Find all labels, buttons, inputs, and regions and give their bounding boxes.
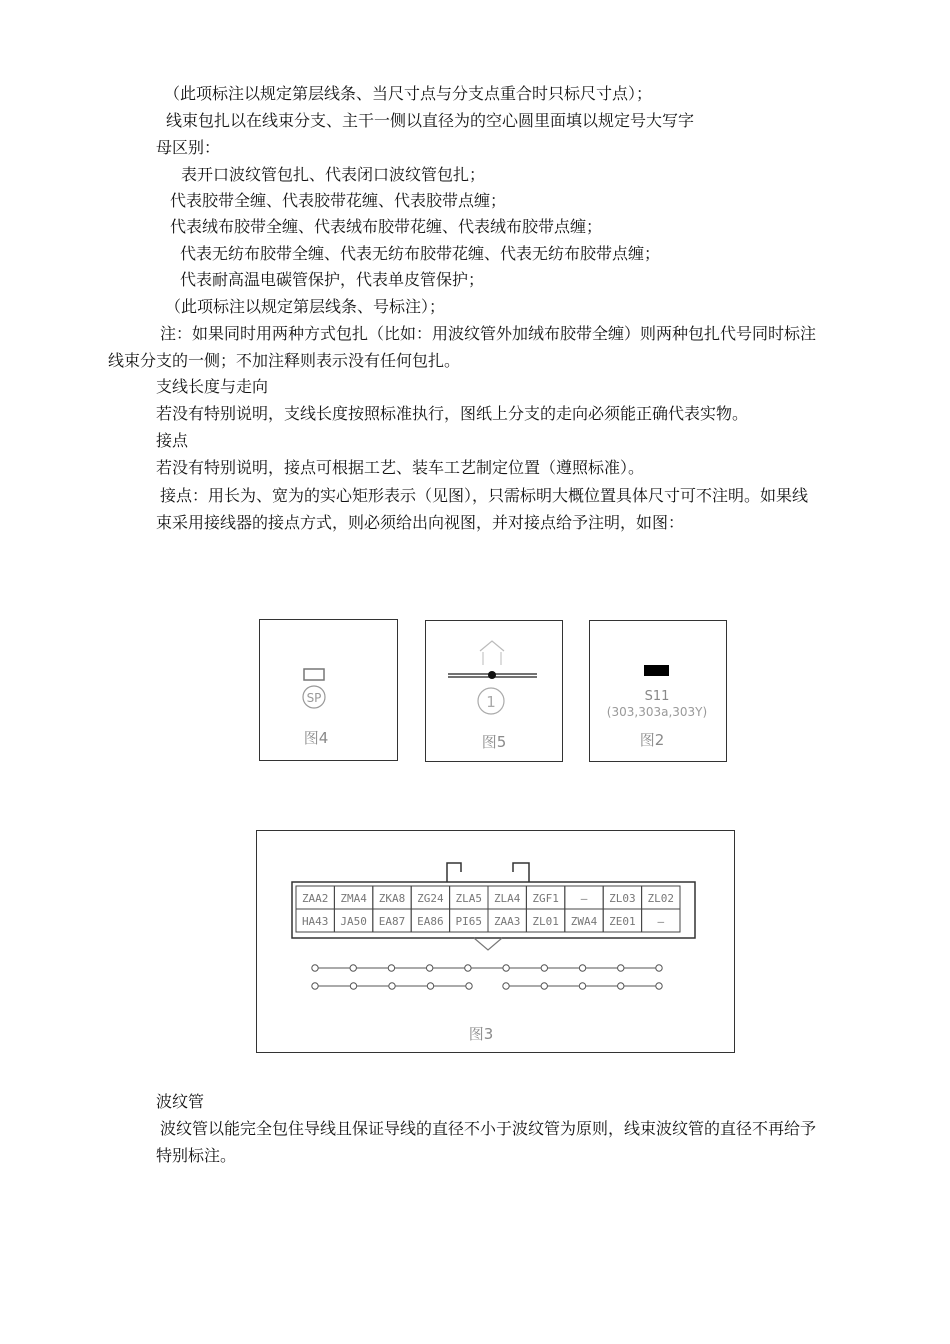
heading-branch-length: 支线长度与走向 [156,377,269,396]
connector-cell-label: ZL03 [609,892,636,905]
fig4-symbol: SP [306,691,322,705]
wire-terminal [656,965,662,971]
fig4-caption: 图4 [303,729,329,747]
connector-body [292,882,695,938]
line-p9: （此项标注以规定第层线条、号标注）； [165,297,446,316]
heading-splice: 接点 [156,431,189,450]
wire-terminal [426,965,432,971]
connector-cell-label: PI65 [455,915,483,928]
connector-cell-label: EA87 [378,915,406,928]
connector-cells [296,886,680,932]
line-p14: 接点：用长为、宽为的实心矩形表示（见图），只需标明大概位置具体尺寸可不注明。如果线 [160,486,809,505]
wire-terminal [656,983,662,989]
wire-terminal [618,965,624,971]
arrow-head [480,641,504,651]
wire-terminal [541,965,547,971]
figure-2-drawing [590,621,725,760]
wire-terminal [466,983,472,989]
fig5-symbol: 1 [486,693,496,711]
line-p17: 特别标注。 [156,1146,237,1165]
wire-terminal [312,965,318,971]
splice-rect [644,665,669,676]
connector-cell-label: — [657,915,665,928]
wire-terminal [465,965,471,971]
wire-rows [312,965,662,989]
line-p8: 代表耐高温电碳管保护，代表单皮管保护； [180,270,485,289]
heading-corrugated-tube: 波纹管 [156,1092,205,1111]
connector-cell-label: EA86 [417,915,444,928]
connector-cell-label: ZL01 [532,915,559,928]
line-p6: 代表绒布胶带全缠、代表绒布胶带花缠、代表绒布胶带点缠； [170,217,603,236]
wrap-rect [304,669,324,680]
connector-cell-label: ZL02 [647,892,675,905]
line-p7: 代表无纺布胶带全缠、代表无纺布胶带花缠、代表无纺布胶带点缠； [180,244,661,263]
wire-terminal [579,965,585,971]
latch-right [513,863,529,882]
figure-4 [259,619,398,761]
wire-terminal [618,983,624,989]
line-p16: 波纹管以能完全包住导线且保证导线的直径不小于波纹管为原则，线束波纹管的直径不再给予 [160,1119,817,1138]
figure-5 [425,620,563,762]
fig5-caption: 图5 [481,733,507,751]
wire-terminal [388,965,394,971]
line-p1: （此项标注以规定第层线条、当尺寸点与分支点重合时只标尺寸点）； [164,84,653,103]
connector-cell-label: ZAA3 [493,915,521,928]
wire-terminal [350,983,356,989]
connector-cell-label: ZKA8 [378,892,406,905]
wire-terminal [541,983,547,989]
splice-dot [488,671,496,679]
line-p3: 母区别： [156,138,221,157]
line-p5: 代表胶带全缠、代表胶带花缠、代表胶带点缠； [170,191,507,210]
wire-terminal [350,965,356,971]
wire-terminal [427,983,433,989]
connector-cell-label: ZLA4 [493,892,521,905]
latch-left [447,863,461,882]
figure-4-drawing [260,620,396,759]
figure-3-drawing [257,831,733,1051]
wire-terminal [312,983,318,989]
connector-cell-label: ZLA5 [455,892,483,905]
line-p4: 表开口波纹管包扎、代表闭口波纹管包扎； [181,165,486,184]
figure-5-drawing [426,621,561,760]
line-p10: 注：如果同时用两种方式包扎（比如：用波纹管外加绒布胶带全缠）则两种包扎代号同时标注 [160,324,817,343]
connector-cell-label: ZWA4 [570,915,598,928]
connector-cell-label: ZAA2 [301,892,329,905]
fig2-code: S11 [644,689,670,704]
connector-cell-label: HA43 [301,915,329,928]
wire-terminal [503,965,509,971]
wire-terminal [503,983,509,989]
line-p15: 束采用接线器的接点方式，则必须给出向视图，并对接点给予注明，如图： [156,513,685,532]
connector-cell-label: JA50 [340,915,367,928]
line-p2: 线束包扎以在线束分支、主干一侧以直径为的空心圆里面填以规定号大写字 [166,111,695,130]
line-p12: 若没有特别说明，支线长度按照标准执行，图纸上分支的走向必须能正确代表实物。 [156,404,749,423]
line-p11: 线束分支的一侧；不加注释则表示没有任何包扎。 [108,351,461,370]
connector-cell-label: ZGF1 [532,892,559,905]
connector-cell-label: ZE01 [609,915,636,928]
figure-3 [256,830,735,1053]
fig3-caption: 图3 [468,1025,494,1043]
wire-terminal [579,983,585,989]
connector-cell-label: ZMA4 [340,892,367,905]
figure-2 [589,620,727,762]
connector-key [474,938,502,950]
connector-cell-label: ZG24 [417,892,444,905]
fig2-sub: (303,303a,303Y) [606,705,708,719]
wire-terminal [389,983,395,989]
line-p13: 若没有特别说明，接点可根据工艺、装车工艺制定位置（遵照标准）。 [156,458,645,477]
connector-cell-label: — [580,892,588,905]
fig2-caption: 图2 [639,731,665,749]
